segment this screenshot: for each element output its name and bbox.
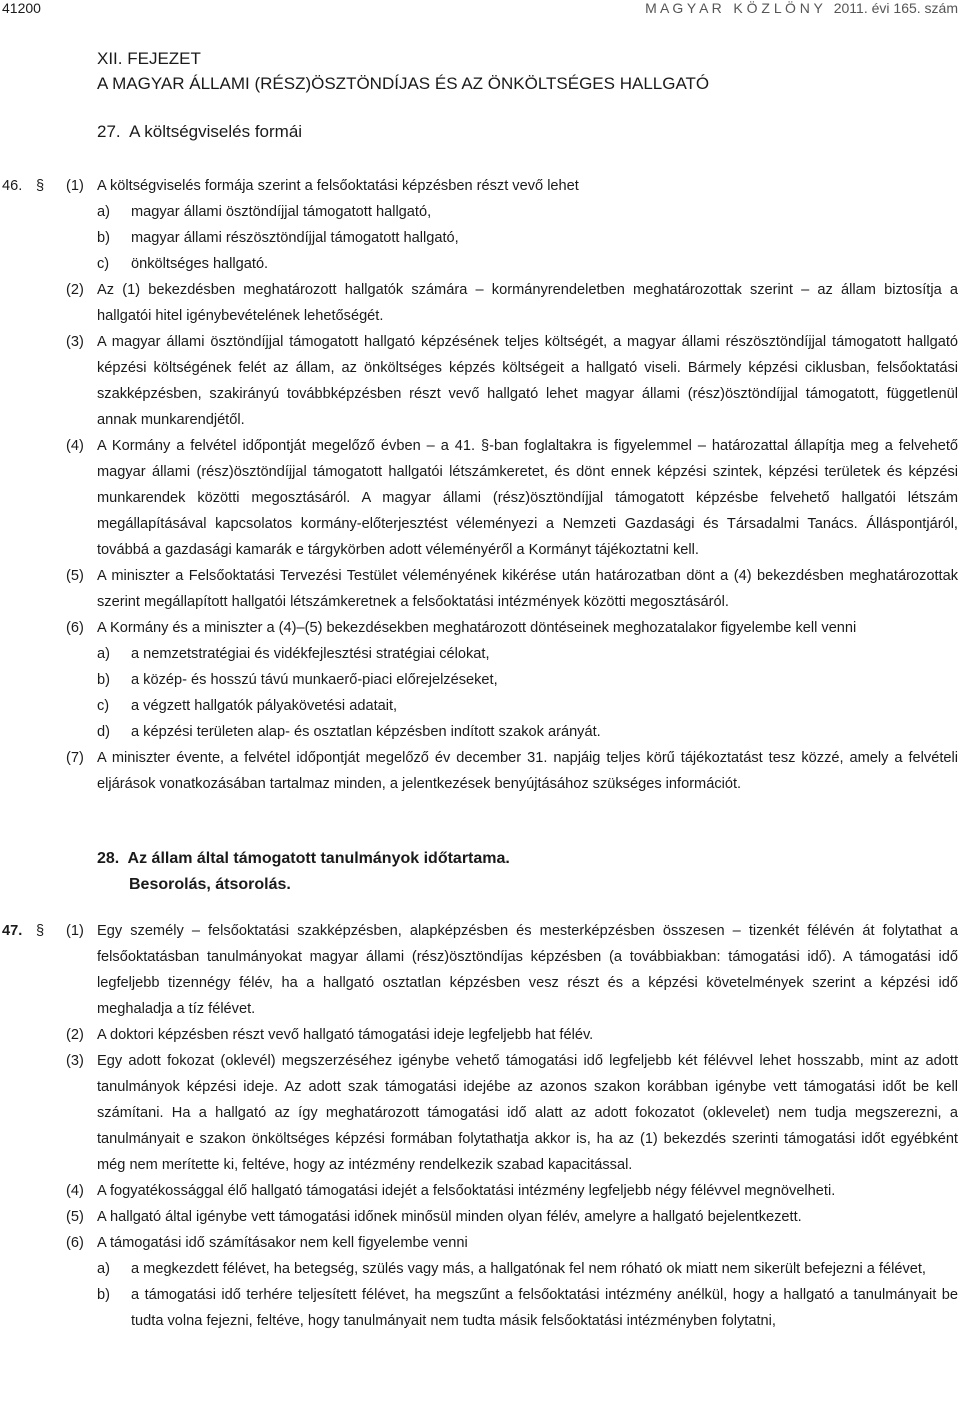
par47-item-4 [66,1178,958,1204]
item-number: (1) [66,923,84,939]
par47-item-6 [66,1230,958,1256]
item-number: (5) [66,1209,84,1225]
sub-letter: a) [97,646,110,662]
item-number: (4) [66,1183,84,1199]
item-text: A költségviselés formája szerint a felsőoktatási képzésben részt vevő lehet [97,178,579,194]
section-27-title: 27. A költségviselés formái [97,122,303,141]
item-text: A támogatási idő számításakor nem kell figyelembe venni [97,1235,468,1251]
par46-item-5 [66,563,958,615]
par46-item-1-c [97,251,958,277]
paragraph-47-body [66,918,958,1334]
item-text: A miniszter a Felsőoktatási Tervezési Testület véleményének kikérése után határozatban dönt a (4) bekezdésben meghatározottak szerint megállapított hallgatói létszámkeretnek a felsőoktatási intézmények közötti megosztásáról. [97,568,958,610]
sub-text: a közép- és hosszú távú munkaerő-piaci előrejelzéseket, [131,672,498,688]
chapter-title: A MAGYAR ÁLLAMI (RÉSZ)ÖSZTÖNDÍJAS ÉS AZ ÖNKÖLTSÉGES HALLGATÓ [97,74,710,93]
sub-text: magyar állami ösztöndíjjal támogatott hallgató, [131,204,432,220]
paragraph-46-body [66,173,958,797]
item-text: Egy adott fokozat (oklevél) megszerzéséhez igénybe vehető támogatási idő legfeljebb két félévvel lehet hosszabb, mint az adott tanulmányok képzési ideje. Az adott szak támogatási idejébe az azonos szakon korábban igénybe vett támogatási időt be kell számítani. Ha a hallgató az így meghatározott támogatási idő alatt az adott fokozatot (oklevelet) nem tudja megszerezni, a tanulmányait e szakon önköltséges képzési formában folytathatja akkor is, ha az (1) bekezdés szerinti támogatási időt egyébként még nem merítette ki, feltéve, hogy az intézmény rendelkezik szabad kapacitással. [97,1053,958,1173]
item-number: (3) [66,1053,84,1069]
item-text: A magyar állami ösztöndíjjal támogatott hallgató képzésének teljes költségét, a magyar állami részösztöndíjjal támogatott hallgató képzési költségének felét az állam, az önköltséges képzés költségeit a hallgató viseli. Bármely képzési ciklusban, felsőoktatási szakképzésben, szakirányú továbbképzésben részt vevő hallgató lehet magyar állami (rész)ösztöndíjjal támogatott, függetlenül annak munkarendjétől. [97,334,958,428]
paragraph-46-number: 46. [2,178,23,194]
sub-text: a megkezdett félévet, ha betegség, szülés vagy más, a hallgatónak fel nem róható ok miatt nem sikerült befejezni a félévet, [131,1261,926,1277]
paragraph-47-number: 47. [2,923,23,939]
par47-item-3 [66,1048,958,1178]
par47-item-6-b [97,1282,958,1334]
item-number: (6) [66,620,84,636]
par46-item-1-a [97,199,958,225]
par46-item-6 [66,615,958,641]
par46-item-4 [66,433,958,563]
item-text: Egy személy – felsőoktatási szakképzésben, alapképzésben és mesterképzésben összesen – tizenkét félévén át folytathat a felsőoktatásban tanulmányokat magyar állami (rész)ösztöndíjas képzésben (a továbbiakban: támogatási idő). A támogatási idő legfeljebb tizennégy félév, ha a hallgató osztatlan képzésben vesz részt és a képzési követelmények szerint a képzési idő meghaladja a tíz félévet. [97,923,958,1017]
item-text: Az (1) bekezdésben meghatározott hallgatók számára – kormányrendeletben meghatározottak szerint – az állam biztosítja a hallgatói hitel igénybevételének lehetőségét. [97,282,958,324]
item-number: (5) [66,568,84,584]
page-number: 41200 [2,0,41,16]
sub-text: magyar állami részösztöndíjjal támogatott hallgató, [131,230,459,246]
sub-letter: b) [97,230,110,246]
chapter-number: XII. FEJEZET [97,49,201,68]
par46-item-2 [66,277,958,329]
section-28-title-line2: Besorolás, átsorolás. [129,876,291,893]
sub-letter: b) [97,672,110,688]
sub-letter: c) [97,256,110,272]
sub-letter: c) [97,698,110,714]
par46-item-1 [66,173,958,199]
par47-item-6-a [97,1256,958,1282]
section-sign: § [36,923,45,939]
item-number: (1) [66,178,84,194]
sub-letter: b) [97,1287,110,1303]
sub-text: a támogatási idő terhére teljesített félévet, ha megszűnt a felsőoktatási intézmény anélkül, hogy a hallgató a tanulmányait be tudta volna fejezni, feltéve, hogy tanulmányait nem tudta másik felsőoktatási intézményben folytatni, [131,1287,958,1329]
par46-item-6-c [97,693,958,719]
item-number: (6) [66,1235,84,1251]
par47-item-5 [66,1204,958,1230]
sub-letter: a) [97,204,110,220]
par46-item-6-b [97,667,958,693]
par46-item-3 [66,329,958,433]
publication-name: M A G Y A R K Ö Z L Ö N Y [645,0,823,16]
sub-text: a képzési területen alap- és osztatlan képzésben indított szakok arányát. [131,724,601,740]
sub-letter: d) [97,724,110,740]
sub-text: a végzett hallgatók pályakövetési adatait, [131,698,398,714]
item-number: (7) [66,750,84,766]
item-text: A Kormány és a miniszter a (4)–(5) bekezdésekben meghatározott döntéseinek meghozatalakor figyelembe kell venni [97,620,857,636]
par46-item-7 [66,745,958,797]
item-number: (2) [66,282,84,298]
par46-item-6-d [97,719,958,745]
sub-text: a nemzetstratégiai és vidékfejlesztési stratégiai célokat, [131,646,490,662]
item-text: A doktori képzésben részt vevő hallgató támogatási ideje legfeljebb hat félév. [97,1027,594,1043]
item-number: (2) [66,1027,84,1043]
publication-info [645,0,958,16]
par47-item-1 [66,918,958,1022]
item-number: (4) [66,438,84,454]
sub-text: önköltséges hallgató. [131,256,269,272]
item-text: A miniszter évente, a felvétel időpontját megelőző év december 31. napjáig teljes körű tájékoztatást tesz közzé, amely a felvételi eljárások vonatkozásában tartalmaz minden, a jelentkezések benyújtásához szükséges információt. [97,750,958,792]
par47-item-2 [66,1022,958,1048]
section-28-title [97,846,510,898]
par46-item-6-a [97,641,958,667]
item-text: A Kormány a felvétel időpontját megelőző évben – a 41. §-ban foglaltakra is figyelemmel – határozattal állapítja meg a felvehető magyar állami (rész)ösztöndíjjal támogatott hallgatói létszámkeretet, és dönt ennek képzési szintek, képzési területek és képzési munkarendek közötti megosztásáról. A magyar állami (rész)ösztöndíjjal támogatott képzésbe felvehető hallgatói létszám megállapításával kapcsolatos kormány-előterjesztést véleményezi a Nemzeti Gazdasági és Társadalmi Tanács. Álláspontjáról, továbbá a gazdasági kamarák e tárgykörben adott véleményéről a Kormányt tájékoztatni kell. [97,438,958,558]
item-number: (3) [66,334,84,350]
section-28-title-line1: 28. Az állam által támogatott tanulmányok időtartama. [97,850,510,867]
chapter-heading [97,46,709,96]
issue-info: 2011. évi 165. szám [833,0,958,16]
item-text: A hallgató által igénybe vett támogatási időnek minősül minden olyan félév, amelyre a hallgató bejelentkezett. [97,1209,802,1225]
sub-letter: a) [97,1261,110,1277]
par46-item-1-b [97,225,958,251]
section-sign: § [36,178,45,194]
item-text: A fogyatékossággal élő hallgató támogatási idejét a felsőoktatási intézmény legfeljebb négy félévvel megnövelheti. [97,1183,836,1199]
page-header [0,0,960,22]
